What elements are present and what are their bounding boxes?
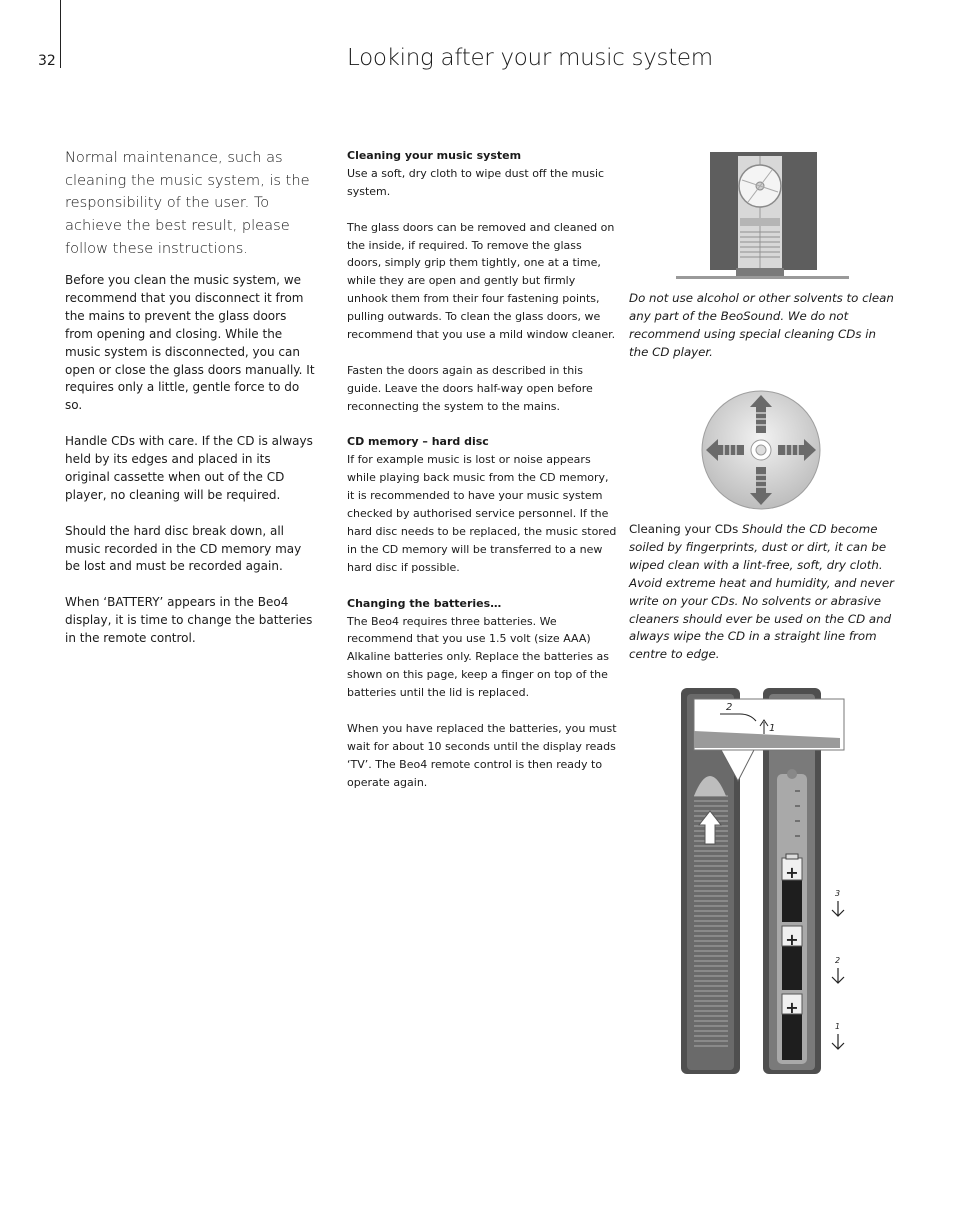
cleaning-section xyxy=(347,147,617,201)
hard-disc-paragraph: Should the hard disc break down, all music recorded in the CD memory may be lost and must be recorded again. xyxy=(65,523,302,574)
battery-step-3: 3 xyxy=(835,889,841,898)
cd-caption xyxy=(629,521,901,664)
disconnect-paragraph: Before you clean the music system, we recommend that you disconnect it from the mains to prevent the glass doors from opening and closing. While the music system is disconnected, you can open or close the glass doors manually. It requires only a little, gentle force to do so. xyxy=(65,273,315,413)
memory-section xyxy=(347,433,617,576)
header-rule xyxy=(60,0,61,68)
column-2 xyxy=(347,147,617,809)
solvents-caption: Do not use alcohol or other solvents to clean any part of the BeoSound. We do not recommend using special cleaning CDs in the CD player. xyxy=(629,291,894,359)
cd-cleaning-illustration xyxy=(700,389,822,511)
inset-step-1: 1 xyxy=(769,723,776,734)
inset-step-2: 2 xyxy=(726,702,733,713)
remote-battery-illustration xyxy=(680,686,850,1078)
cd-handling-paragraph: Handle CDs with care. If the CD is always held by its edges and placed in its original cassette when out of the CD player, no cleaning will be required. xyxy=(65,434,313,502)
arrow-down-icon xyxy=(832,1034,844,1049)
memory-text: If for example music is lost or noise appears while playing back music from the CD memory, it is recommended to have your music system checked by authorised service personnel. If the hard disc needs to be replaced, the music stored in the CD memory will be transferred to a new hard disc if possible. xyxy=(347,453,617,574)
memory-heading: CD memory – hard disc xyxy=(347,435,489,449)
arrow-down-icon xyxy=(832,901,844,916)
battery-plus-2: + xyxy=(785,930,799,949)
page-title: Looking after your music system xyxy=(347,45,713,71)
batteries-section xyxy=(347,595,617,702)
intro-paragraph: Normal maintenance, such as cleaning the music system, is the responsibility of the user. To achieve the best result, please follow these instructions. xyxy=(65,149,310,257)
batteries-text-1: The Beo4 requires three batteries. We recommend that you use 1.5 volt (size AAA) Alkaline batteries only. Replace the batteries as shown on this page, keep a finger on top of the batteries until the lid is replaced. xyxy=(347,614,609,700)
batteries-text-2: When you have replaced the batteries, you must wait for about 10 seconds until the display reads ‘TV’. The Beo4 remote control is then ready to operate again. xyxy=(347,721,617,789)
cleaning-text-1: Use a soft, dry cloth to wipe dust off the music system. xyxy=(347,166,605,198)
batteries-heading: Changing the batteries… xyxy=(347,596,502,610)
cleaning-text-2: The glass doors can be removed and cleaned on the inside, if required. To remove the glass doors, simply grip them tightly, one at a time, while they are open and gently but firmly unhook them from their four fastening points, pulling outwards. To clean the glass doors, we recommend that you use a mild window cleaner. xyxy=(347,220,616,342)
music-system-illustration xyxy=(676,150,851,282)
cleaning-text-3: Fasten the doors again as described in this guide. Leave the doors half-way open before reconnecting the system to the mains. xyxy=(347,363,593,413)
column-1 xyxy=(65,272,317,666)
arrow-down-icon xyxy=(832,968,844,983)
cd-caption-text: Should the CD become soiled by fingerprints, dust or dirt, it can be wiped clean with a lint-free, soft, dry cloth. Avoid extreme heat and humidity, and never write on your CDs. No solvents or abrasive cleaners should ever be used on the CD and always wipe the CD in a straight line from centre to edge. xyxy=(629,522,894,662)
battery-plus-1: + xyxy=(785,998,799,1017)
battery-step-2: 2 xyxy=(835,956,841,965)
battery-paragraph: When ‘BATTERY’ appears in the Beo4 display, it is time to change the batteries in the remote control. xyxy=(65,595,313,646)
battery-plus-3: + xyxy=(785,863,799,882)
cd-caption-label: Cleaning your CDs xyxy=(629,522,739,536)
page-number: 32 xyxy=(38,53,56,69)
cleaning-heading: Cleaning your music system xyxy=(347,149,522,162)
battery-step-1: 1 xyxy=(835,1022,841,1031)
